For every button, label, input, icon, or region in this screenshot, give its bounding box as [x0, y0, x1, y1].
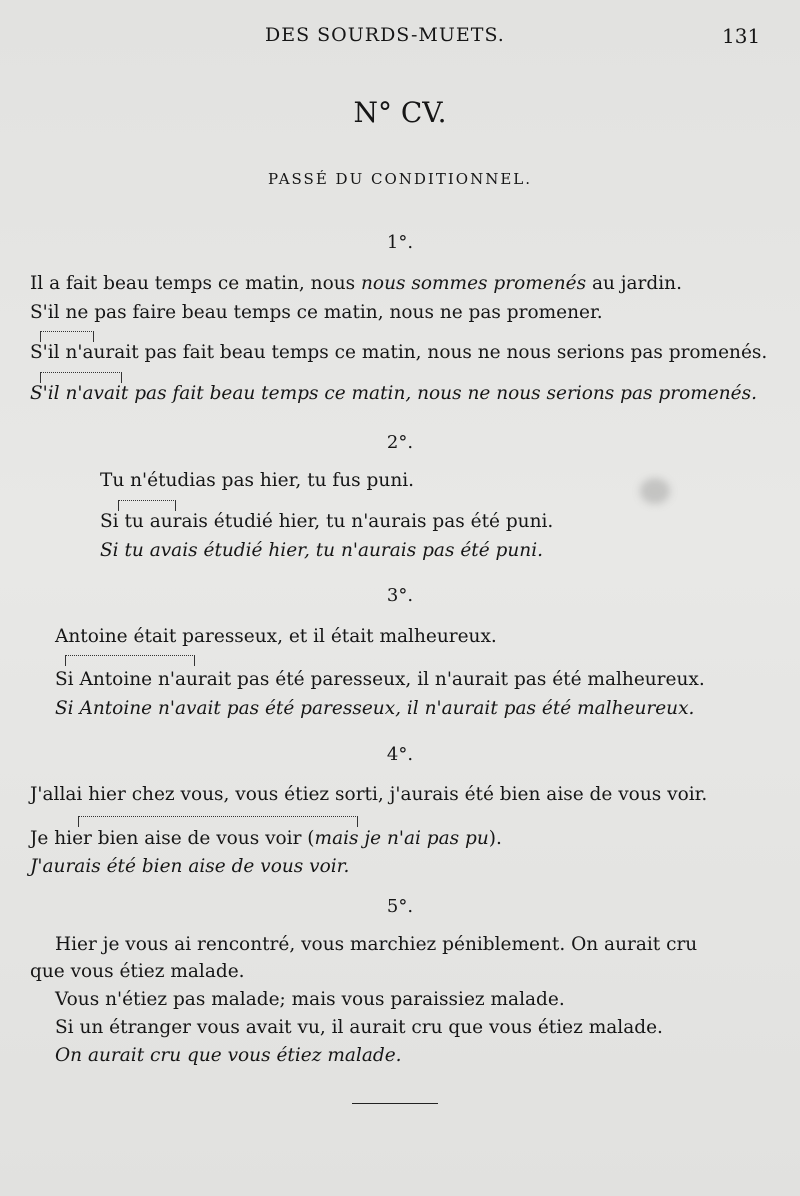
- example-line: Si Antoine n'aurait pas été paresseux, il n'aurait pas été malheureux.: [55, 669, 705, 690]
- section-number: 2°.: [386, 432, 414, 453]
- line-italic: mais je n'ai pas pu: [314, 828, 489, 849]
- line-text: Je hier bien aise de vous voir (: [30, 828, 315, 849]
- line-text: au jardin.: [586, 273, 682, 294]
- section-number: 3°.: [386, 585, 414, 606]
- example-line: Si un étranger vous avait vu, il aurait cru que vous étiez malade.: [55, 1017, 663, 1038]
- example-line: S'il n'aurait pas fait beau temps ce matin, nous ne nous serions pas promenés.: [30, 342, 768, 363]
- line-text: ).: [488, 828, 502, 849]
- correction-bracket: [118, 500, 176, 511]
- correction-bracket: [78, 816, 358, 827]
- example-line: J'aurais été bien aise de vous voir.: [30, 856, 350, 877]
- example-line: Vous n'étiez pas malade; mais vous paraissiez malade.: [55, 989, 565, 1010]
- example-line: S'il ne pas faire beau temps ce matin, nous ne pas promener.: [30, 302, 603, 323]
- correction-bracket: [40, 372, 122, 383]
- example-line: [30, 828, 502, 849]
- example-line: Tu n'étudias pas hier, tu fus puni.: [100, 470, 415, 491]
- section-number: 5°.: [386, 896, 414, 917]
- section-number: 1°.: [386, 232, 414, 253]
- example-line: On aurait cru que vous étiez malade.: [55, 1045, 402, 1066]
- example-line: [30, 273, 682, 294]
- ink-smudge: [640, 478, 670, 504]
- section-number: 4°.: [386, 744, 414, 765]
- page-number: 131: [722, 24, 761, 48]
- correction-bracket: [40, 331, 94, 342]
- example-line: Hier je vous ai rencontré, vous marchiez péniblement. On aurait cru: [55, 934, 698, 955]
- correction-bracket: [65, 655, 195, 666]
- line-italic: nous sommes promenés: [361, 273, 587, 294]
- example-line: J'allai hier chez vous, vous étiez sorti, j'aurais été bien aise de vous voir.: [30, 784, 708, 805]
- end-rule: [352, 1103, 438, 1104]
- line-text: Il a fait beau temps ce matin, nous: [30, 273, 362, 294]
- section-subtitle: PASSÉ DU CONDITIONNEL.: [268, 170, 532, 188]
- example-line: Si tu aurais étudié hier, tu n'aurais pas été puni.: [100, 511, 554, 532]
- example-line: Si Antoine n'avait pas été paresseux, il n'aurait pas été malheureux.: [55, 698, 695, 719]
- example-line: Si tu avais étudié hier, tu n'aurais pas été puni.: [100, 540, 544, 561]
- example-line: Antoine était paresseux, et il était malheureux.: [55, 626, 497, 647]
- example-line: que vous étiez malade.: [30, 961, 245, 982]
- example-line: S'il n'avait pas fait beau temps ce matin, nous ne nous serions pas promenés.: [30, 383, 757, 404]
- running-title: DES SOURDS-MUETS.: [265, 24, 505, 46]
- page-title: N° CV.: [353, 96, 447, 129]
